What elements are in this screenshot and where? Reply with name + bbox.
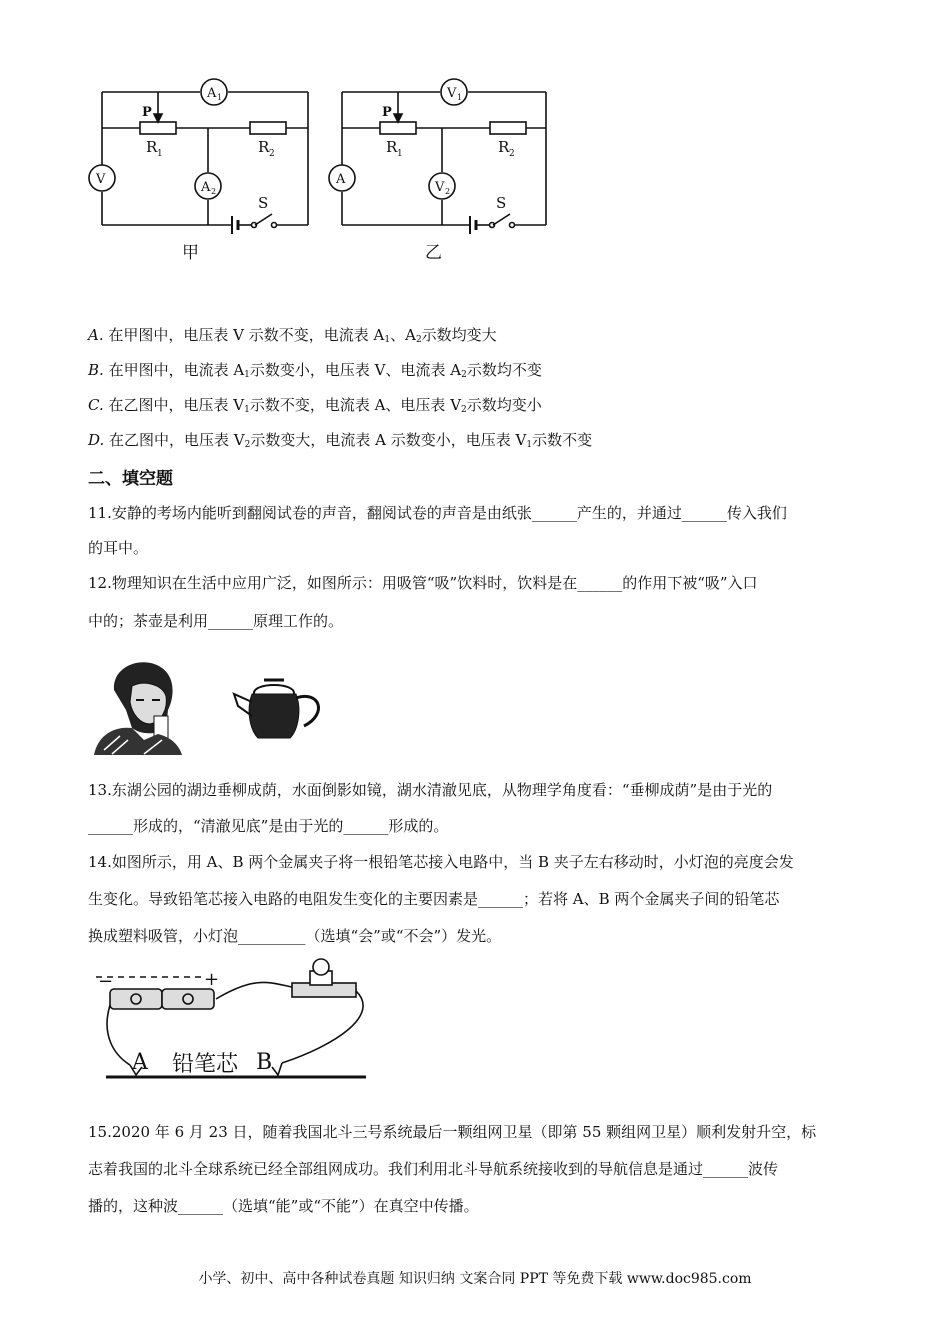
section-title: 二、填空题 bbox=[88, 469, 173, 489]
option-b: B. 在甲图中，电流表 $A_1$示数变小，电压表 V、电流表 $A_2$示数均不变 bbox=[88, 361, 542, 380]
svg-text:2: 2 bbox=[269, 149, 275, 159]
circuit-diagrams bbox=[80, 70, 580, 270]
svg-text:A: A bbox=[201, 180, 211, 195]
q13-line2: ______形成的，“清澈见底”是由于光的______形成的。 bbox=[88, 817, 449, 835]
svg-text:R: R bbox=[386, 138, 398, 156]
q15-line1: 15.2020 年 6 月 23 日，随着我国北斗三号系统最后一颗组网卫星（即第 55 颗组网卫星）顺利发射升空，标 bbox=[88, 1123, 817, 1141]
page-footer: 小学、初中、高中各种试卷真题 知识归纳 文案合同 PPT 等免费下载 www.doc985.com bbox=[198, 1271, 752, 1287]
svg-text:铅笔芯: 铅笔芯 bbox=[172, 1052, 239, 1077]
svg-text:甲: 甲 bbox=[182, 243, 199, 263]
q13-line1: 13.东湖公园的湖边垂柳成荫，水面倒影如镜，湖水清澈见底，从物理学角度看：“垂柳成荫”是由于光的 bbox=[88, 781, 773, 799]
svg-text:V: V bbox=[447, 86, 457, 101]
svg-text:1: 1 bbox=[397, 149, 403, 159]
battery-icon bbox=[162, 989, 214, 1009]
svg-text:乙: 乙 bbox=[425, 243, 442, 263]
svg-text:S: S bbox=[258, 194, 269, 212]
svg-text:R: R bbox=[258, 138, 270, 156]
svg-text:B: B bbox=[256, 1050, 273, 1075]
svg-text:−: − bbox=[98, 971, 114, 992]
drinking-teapot-figure bbox=[84, 650, 344, 760]
svg-text:2: 2 bbox=[445, 187, 451, 196]
svg-text:1: 1 bbox=[157, 149, 163, 159]
q14-line3: 换成塑料吸管，小灯泡_________（选填“会”或“不会”）发光。 bbox=[88, 927, 502, 945]
svg-text:+: + bbox=[204, 969, 220, 990]
svg-text:R: R bbox=[146, 138, 158, 156]
q14-line2: 生变化。导致铅笔芯接入电路的电阻发生变化的主要因素是______；若将 A、B 两个金属夹子间的铅笔芯 bbox=[88, 890, 780, 908]
person-drinking-illustration bbox=[94, 662, 182, 755]
q15-line2: 志着我国的北斗全球系统已经全部组网成功。我们利用北斗导航系统接收到的导航信息是通过______波传 bbox=[88, 1160, 779, 1178]
svg-text:V: V bbox=[435, 180, 445, 195]
option-d: D. 在乙图中，电压表 $V_2$示数变大，电流表 A 示数变小，电压表 $V_1$示数不变 bbox=[88, 431, 593, 450]
teapot-illustration bbox=[234, 680, 318, 738]
q11-line2: 的耳中。 bbox=[88, 539, 149, 557]
svg-text:A: A bbox=[132, 1050, 148, 1075]
option-c: C. 在乙图中，电压表 $V_1$示数不变，电流表 A、电压表 $V_2$示数均变小 bbox=[88, 396, 542, 415]
q12-line2: 中的；茶壶是利用______原理工作的。 bbox=[88, 612, 344, 630]
svg-text:P: P bbox=[142, 105, 152, 120]
option-a: A. 在甲图中，电压表 V 示数不变，电流表 $A_1$、$A_2$示数均变大 bbox=[88, 326, 497, 345]
svg-text:S: S bbox=[496, 194, 507, 212]
light-bulb-icon bbox=[313, 959, 329, 975]
q11-line1: 11.安静的考场内能听到翻阅试卷的声音，翻阅试卷的声音是由纸张______产生的，并通过______传入我们 bbox=[88, 504, 787, 522]
meter-label: A bbox=[207, 86, 217, 101]
svg-text:2: 2 bbox=[211, 187, 217, 196]
svg-text:2: 2 bbox=[509, 149, 515, 159]
pencil-lead-circuit-figure bbox=[96, 955, 386, 1095]
svg-text:1: 1 bbox=[217, 93, 223, 102]
svg-text:A: A bbox=[336, 172, 346, 187]
battery-icon bbox=[110, 989, 162, 1009]
svg-text:P: P bbox=[382, 105, 392, 120]
svg-text:V: V bbox=[96, 172, 106, 187]
q15-line3: 播的，这种波______（选填“能”或“不能”）在真空中传播。 bbox=[88, 1197, 479, 1215]
q14-line1: 14.如图所示，用 A、B 两个金属夹子将一根铅笔芯接入电路中，当 B 夹子左右移动时，小灯泡的亮度会发 bbox=[88, 853, 794, 871]
svg-text:R: R bbox=[498, 138, 510, 156]
q12-line1: 12.物理知识在生活中应用广泛，如图所示：用吸管“吸”饮料时，饮料是在______的作用下被“吸”入口 bbox=[88, 574, 758, 592]
svg-text:1: 1 bbox=[457, 93, 463, 102]
